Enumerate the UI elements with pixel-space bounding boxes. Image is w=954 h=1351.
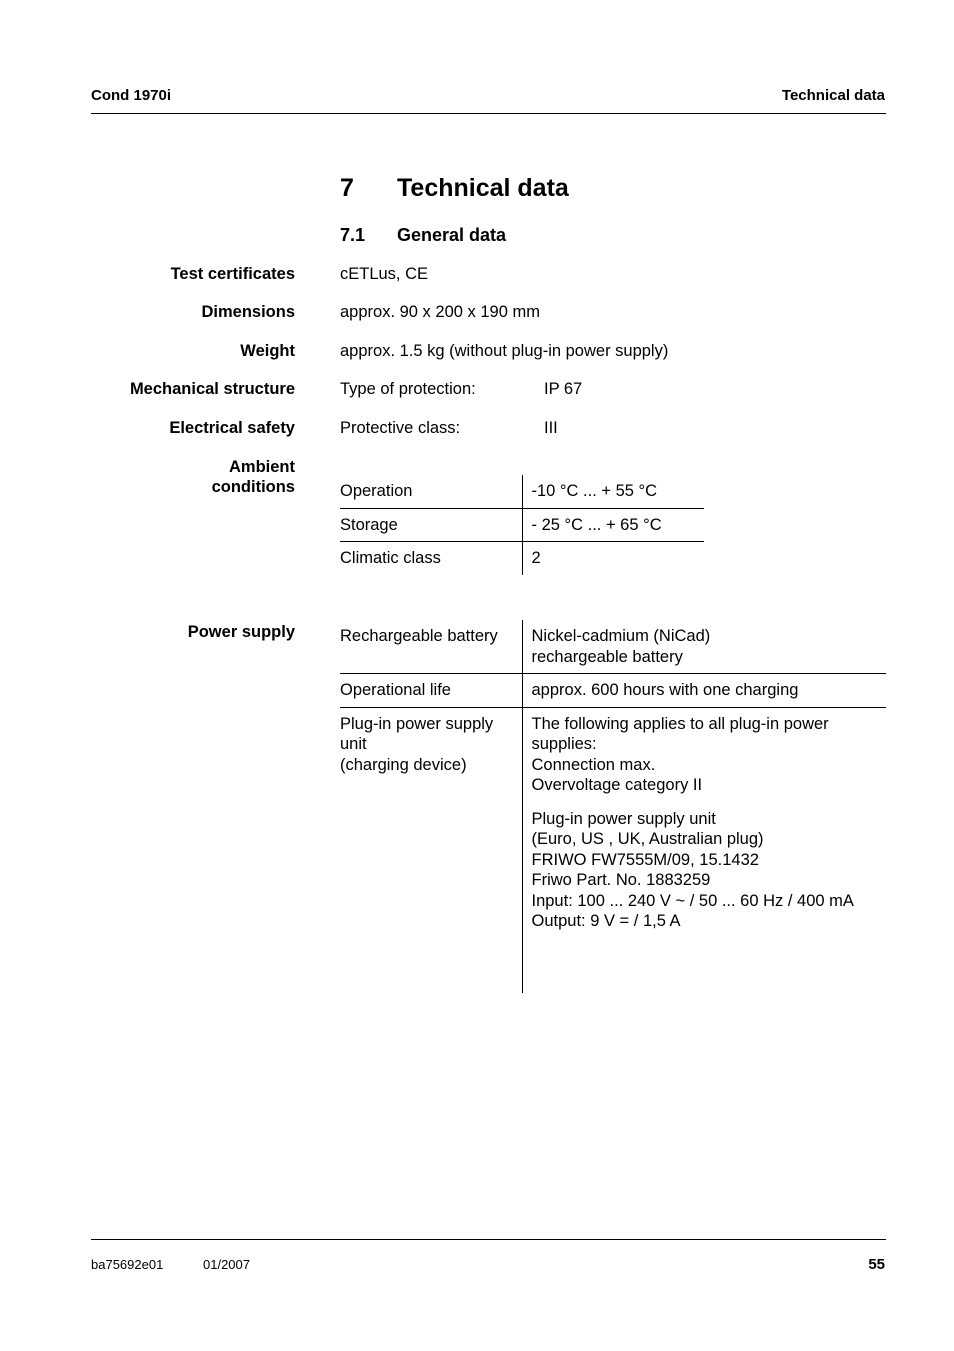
text-line: Friwo Part. No. 1883259: [531, 871, 711, 889]
power-supply-table: [340, 620, 886, 993]
section-number: 7.1: [340, 225, 366, 245]
text-line: (Euro, US , UK, Australian plug): [531, 830, 764, 848]
footer-doc-id: ba75692e01: [91, 1257, 164, 1272]
ambient-row-value: - 25 °C ... + 65 °C: [522, 508, 704, 542]
spec-label-mechanical: Mechanical structure: [129, 380, 295, 398]
text-line: Connection max.: [531, 755, 656, 774]
spec-value-weight: approx. 1.5 kg (without plug-in power supply): [340, 342, 669, 360]
text-line: FRIWO FW7555M/09, 15.1432: [531, 850, 759, 869]
spec-label-dimensions: Dimensions: [201, 303, 295, 321]
text-line: unit: [340, 735, 367, 753]
spec-key-protection-type: Type of protection:: [340, 380, 476, 398]
power-row-value: [522, 620, 886, 674]
spec-value-protective-class: III: [544, 419, 558, 437]
power-row-name: [340, 707, 522, 993]
text-line: Input: 100 ... 240 V ~ / 50 ... 60 Hz / 400 mA: [531, 891, 854, 910]
spec-value-test-certificates: cETLus, CE: [340, 265, 429, 283]
spec-label-electrical: Electrical safety: [169, 419, 295, 437]
text-line: rechargeable battery: [531, 647, 683, 666]
text-line: Output: 9 V = / 1,5 A: [531, 912, 681, 930]
text-line: The following applies to all plug-in power: [531, 714, 829, 733]
text-line: supplies:: [531, 735, 597, 753]
power-row-name: Operational life: [340, 674, 522, 708]
ambient-row-value: 2: [522, 542, 704, 575]
text-line: Plug-in power supply: [340, 714, 494, 733]
power-row-value: [522, 707, 886, 993]
table-row: [340, 674, 886, 708]
ambient-label-line: Ambient: [229, 458, 295, 476]
footer-divider: [91, 1239, 886, 1240]
spec-label-power-supply: Power supply: [187, 623, 295, 641]
spec-value-dimensions: approx. 90 x 200 x 190 mm: [340, 303, 540, 321]
table-row: [340, 620, 886, 674]
ambient-row-name: Operation: [340, 475, 522, 508]
text-line: Plug-in power supply unit: [531, 809, 716, 828]
spec-key-protective-class: Protective class:: [340, 419, 461, 437]
table-row: [340, 707, 886, 993]
page-number: 55: [868, 1256, 885, 1273]
chapter-number: 7: [340, 174, 354, 202]
spec-label-ambient: [75, 457, 295, 497]
table-row: [340, 542, 704, 575]
chapter-title: Technical data: [397, 174, 569, 202]
ambient-row-name: Storage: [340, 508, 522, 542]
text-line: Nickel-cadmium (NiCad): [531, 627, 711, 645]
spec-value-protection-type: IP 67: [544, 380, 583, 398]
section-title: General data: [397, 225, 507, 245]
ambient-conditions-table: [340, 475, 704, 575]
header-divider: [91, 113, 886, 114]
paragraph-gap: [532, 796, 879, 809]
spec-label-test-certificates: Test certificates: [170, 265, 295, 283]
spec-label-weight: Weight: [240, 342, 295, 360]
power-row-value: approx. 600 hours with one charging: [522, 674, 886, 708]
power-row-name: Rechargeable battery: [340, 620, 522, 674]
text-line: Overvoltage category II: [531, 776, 703, 794]
ambient-label-line: conditions: [211, 478, 295, 496]
running-header-chapter: Technical data: [781, 87, 885, 104]
text-line: (charging device): [340, 755, 467, 774]
footer-date: 01/2007: [203, 1257, 250, 1272]
table-row: [340, 475, 704, 508]
running-header-product: Cond 1970i: [91, 87, 172, 104]
ambient-row-name: Climatic class: [340, 549, 441, 567]
ambient-row-value: -10 °C ... + 55 °C: [522, 475, 704, 508]
table-row: [340, 508, 704, 542]
